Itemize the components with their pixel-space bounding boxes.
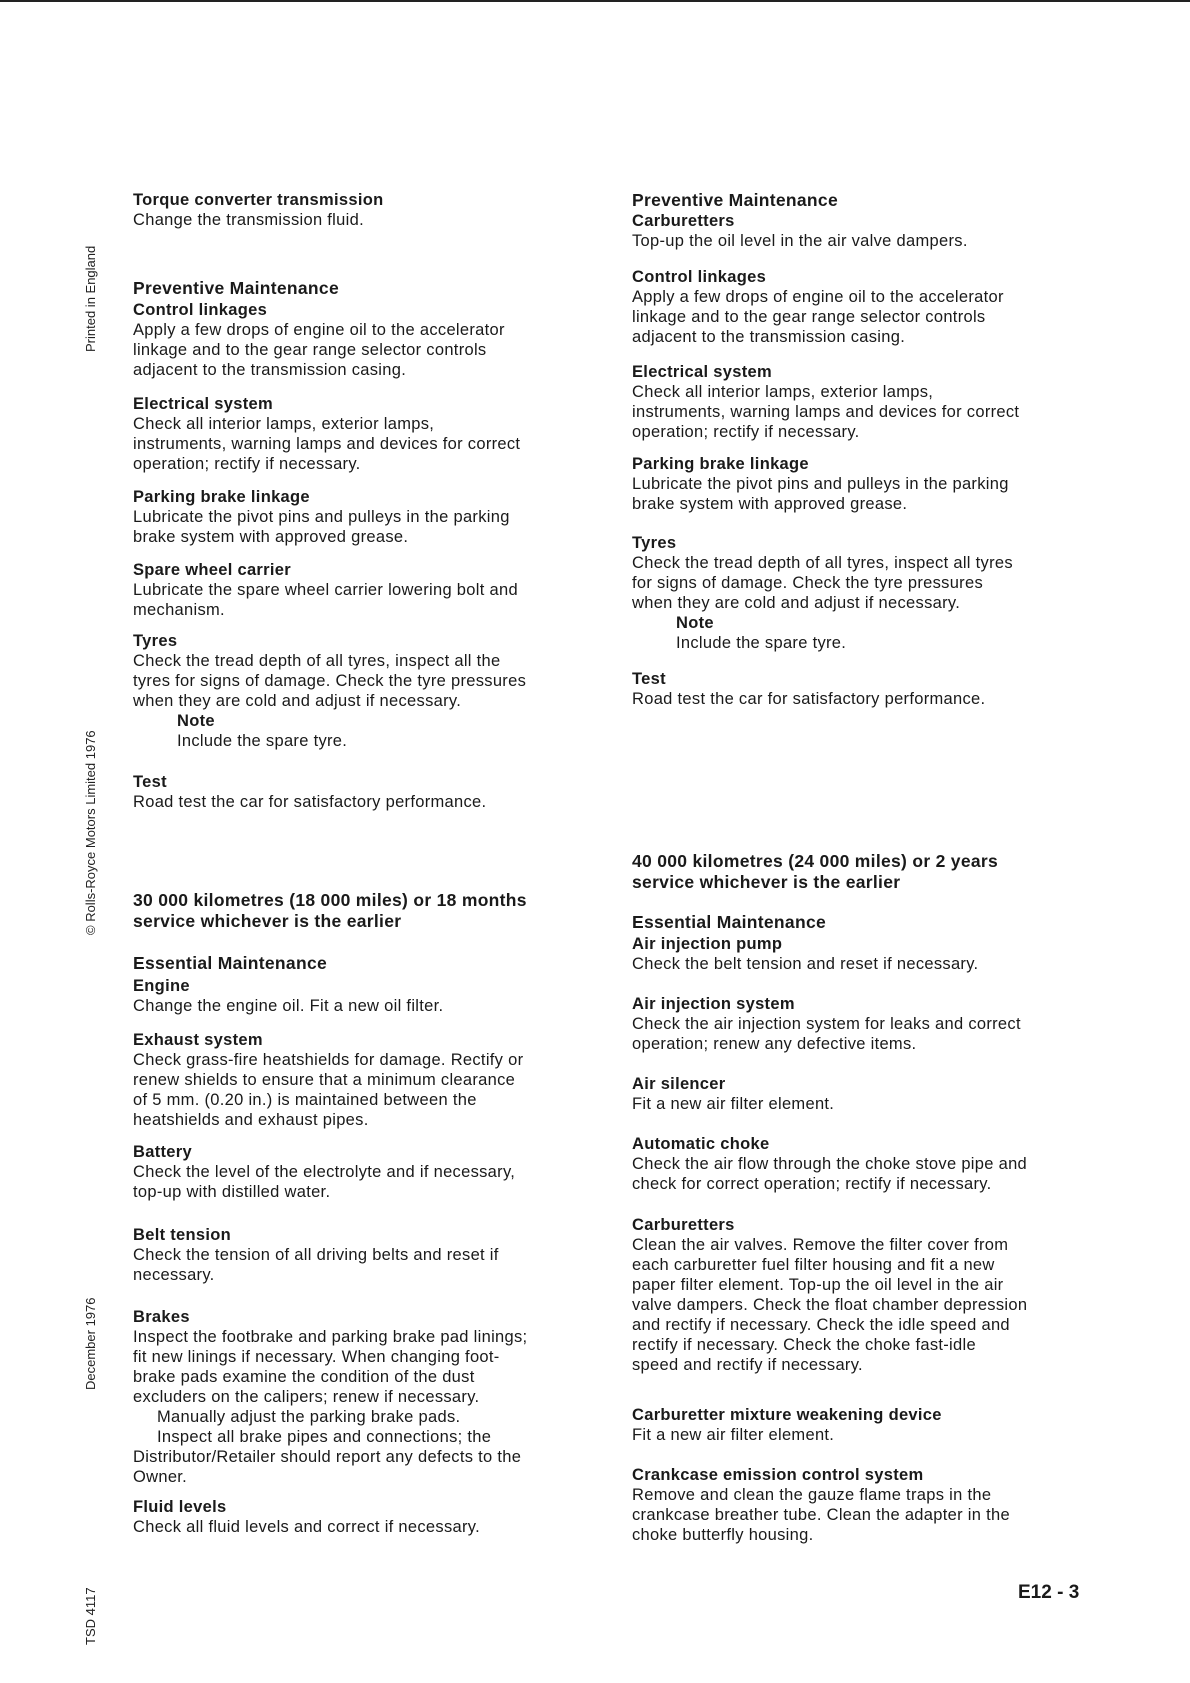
em-heading-right: Essential Maintenance: [632, 912, 827, 932]
engine-left: [133, 976, 603, 1016]
text-line: linkage and to the gear range selector controls: [632, 308, 986, 326]
text-line: choke butterfly housing.: [632, 1526, 814, 1544]
text-line: adjacent to the transmission casing.: [632, 328, 906, 346]
fluid-left: [133, 1497, 603, 1537]
text-line: operation; renew any defective items.: [632, 1035, 917, 1053]
battery-heading: Battery: [133, 1143, 192, 1161]
carburetters-heading: Carburetters: [632, 212, 735, 230]
air-pump-right: [632, 934, 1102, 974]
note-label: Note: [676, 614, 714, 632]
spare-left: [133, 560, 603, 620]
control-linkages-heading: Control linkages: [632, 268, 767, 286]
note-text: Include the spare tyre.: [177, 732, 348, 750]
pm-heading-left: Preventive Maintenance: [133, 278, 339, 298]
text-line: and rectify if necessary. Check the idle speed and: [632, 1316, 1010, 1334]
text-line: necessary.: [133, 1266, 215, 1284]
text-line: tyres for signs of damage. Check the tyre pressures: [133, 672, 527, 690]
tyres-heading: Tyres: [133, 632, 178, 650]
text-line: linkage and to the gear range selector controls: [133, 341, 487, 359]
air-pump-text: Check the belt tension and reset if necessary.: [632, 955, 979, 973]
text-line: Inspect the footbrake and parking brake pad linings;: [133, 1328, 528, 1346]
interval-40000: [632, 851, 1102, 893]
brakes-left: [133, 1307, 603, 1487]
interval-line: service whichever is the earlier: [133, 911, 402, 931]
tyres-left: [133, 631, 603, 751]
text-line: valve dampers. Check the float chamber depression: [632, 1296, 1028, 1314]
text-line: Check the air injection system for leaks and correct: [632, 1015, 1021, 1033]
carburetters-right: [632, 211, 1102, 251]
text-line: top-up with distilled water.: [133, 1183, 331, 1201]
electrical-left: [133, 394, 603, 474]
margin-copyright: © Rolls-Royce Motors Limited 1976: [83, 730, 98, 935]
interval-line: service whichever is the earlier: [632, 872, 901, 892]
text-line: brake system with approved grease.: [632, 495, 908, 513]
text-line: for signs of damage. Check the tyre pressures: [632, 574, 983, 592]
text-line: each carburetter fuel filter housing and fit a new: [632, 1256, 995, 1274]
text-line: operation; rectify if necessary.: [133, 455, 361, 473]
spare-heading: Spare wheel carrier: [133, 561, 291, 579]
margin-doc-ref: TSD 4117: [83, 1587, 98, 1645]
page-number: E12 - 3: [1018, 1582, 1080, 1603]
text-line: rectify if necessary. Check the choke fast-idle: [632, 1336, 976, 1354]
tyres-heading: Tyres: [632, 534, 677, 552]
control-linkages-right: [632, 267, 1102, 347]
text-line: Lubricate the pivot pins and pulleys in the parking: [133, 508, 510, 526]
test-text: Road test the car for satisfactory performance.: [133, 793, 487, 811]
text-line: brake system with approved grease.: [133, 528, 409, 546]
air-pump-heading: Air injection pump: [632, 935, 783, 953]
mixture-text: Fit a new air filter element.: [632, 1426, 835, 1444]
parking-heading: Parking brake linkage: [133, 488, 310, 506]
text-line: Check the tension of all driving belts and reset if: [133, 1246, 499, 1264]
fluid-heading: Fluid levels: [133, 1498, 227, 1516]
text-line: Lubricate the pivot pins and pulleys in the parking: [632, 475, 1009, 493]
text-line: Check the tread depth of all tyres, inspect all tyres: [632, 554, 1013, 572]
text-line: when they are cold and adjust if necessary.: [632, 594, 961, 612]
air-system-right: [632, 994, 1102, 1054]
test-right: [632, 669, 1102, 709]
text-line: speed and rectify if necessary.: [632, 1356, 863, 1374]
test-heading: Test: [632, 670, 666, 688]
belt-heading: Belt tension: [133, 1226, 232, 1244]
exhaust-left: [133, 1030, 603, 1130]
parking-left: [133, 487, 603, 547]
interval-line: 30 000 kilometres (18 000 miles) or 18 months: [133, 890, 527, 910]
air-system-heading: Air injection system: [632, 995, 795, 1013]
electrical-heading: Electrical system: [632, 363, 772, 381]
control-linkages-left: [133, 300, 603, 380]
carburetters2-heading: Carburetters: [632, 1216, 735, 1234]
text-line: Distributor/Retailer should report any defects to the: [133, 1448, 522, 1466]
electrical-heading: Electrical system: [133, 395, 273, 413]
pm-heading-right: Preventive Maintenance: [632, 190, 838, 210]
torque-section: [133, 190, 603, 230]
text-line: heatshields and exhaust pipes.: [133, 1111, 369, 1129]
mixture-right: [632, 1405, 1102, 1445]
margin-date: December 1976: [83, 1297, 98, 1390]
brakes-heading: Brakes: [133, 1308, 190, 1326]
air-silencer-text: Fit a new air filter element.: [632, 1095, 835, 1113]
text-line: Inspect all brake pipes and connections; the: [157, 1428, 492, 1446]
text-line: Remove and clean the gauze flame traps in the: [632, 1486, 992, 1504]
choke-heading: Automatic choke: [632, 1135, 770, 1153]
text-line: fit new linings if necessary. When changing foot-: [133, 1348, 500, 1366]
note-label: Note: [177, 712, 215, 730]
text-line: Check the tread depth of all tyres, inspect all the: [133, 652, 501, 670]
margin-printed: Printed in England: [83, 245, 98, 352]
text-line: instruments, warning lamps and devices for correct: [632, 403, 1020, 421]
torque-heading: Torque converter transmission: [133, 191, 384, 209]
text-line: crankcase breather tube. Clean the adapter in the: [632, 1506, 1010, 1524]
text-line: Apply a few drops of engine oil to the accelerator: [133, 321, 505, 339]
em-heading-left: Essential Maintenance: [133, 953, 328, 973]
choke-right: [632, 1134, 1102, 1194]
test-heading: Test: [133, 773, 167, 791]
text-line: when they are cold and adjust if necessary.: [133, 692, 462, 710]
interval-30000: [133, 890, 603, 932]
text-line: Lubricate the spare wheel carrier lowering bolt and: [133, 581, 518, 599]
text-line: check for correct operation; rectify if necessary.: [632, 1175, 992, 1193]
text-line: renew shields to ensure that a minimum clearance: [133, 1071, 516, 1089]
test-text: Road test the car for satisfactory performance.: [632, 690, 986, 708]
engine-text: Change the engine oil. Fit a new oil filter.: [133, 997, 444, 1015]
parking-heading: Parking brake linkage: [632, 455, 809, 473]
text-line: brake pads examine the condition of the dust: [133, 1368, 475, 1386]
tyres-right: [632, 533, 1102, 653]
text-line: mechanism.: [133, 601, 225, 619]
belt-left: [133, 1225, 603, 1285]
note-text: Include the spare tyre.: [676, 634, 847, 652]
air-silencer-heading: Air silencer: [632, 1075, 726, 1093]
text-line: Check the level of the electrolyte and if necessary,: [133, 1163, 516, 1181]
interval-line: 40 000 kilometres (24 000 miles) or 2 years: [632, 851, 999, 871]
test-left: [133, 772, 603, 812]
text-line: Owner.: [133, 1468, 188, 1486]
electrical-right: [632, 362, 1102, 442]
air-silencer-right: [632, 1074, 1102, 1114]
text-line: Check all interior lamps, exterior lamps,: [133, 415, 435, 433]
text-line: of 5 mm. (0.20 in.) is maintained between the: [133, 1091, 477, 1109]
text-line: Check grass-fire heatshields for damage. Rectify or: [133, 1051, 524, 1069]
text-line: adjacent to the transmission casing.: [133, 361, 407, 379]
text-line: Check all interior lamps, exterior lamps,: [632, 383, 934, 401]
fluid-text: Check all fluid levels and correct if necessary.: [133, 1518, 480, 1536]
text-line: excluders on the calipers; renew if necessary.: [133, 1388, 480, 1406]
text-line: Clean the air valves. Remove the filter cover from: [632, 1236, 1009, 1254]
crankcase-right: [632, 1465, 1102, 1545]
text-line: instruments, warning lamps and devices for correct: [133, 435, 521, 453]
engine-heading: Engine: [133, 977, 190, 995]
crankcase-heading: Crankcase emission control system: [632, 1466, 924, 1484]
mixture-heading: Carburetter mixture weakening device: [632, 1406, 942, 1424]
exhaust-heading: Exhaust system: [133, 1031, 263, 1049]
parking-right: [632, 454, 1102, 514]
torque-text: Change the transmission fluid.: [133, 211, 364, 229]
text-line: Manually adjust the parking brake pads.: [157, 1408, 461, 1426]
control-linkages-heading: Control linkages: [133, 301, 268, 319]
text-line: paper filter element. Top-up the oil level in the air: [632, 1276, 1004, 1294]
carburetters-text: Top-up the oil level in the air valve dampers.: [632, 232, 968, 250]
top-border-line: [0, 0, 1190, 2]
text-line: Apply a few drops of engine oil to the accelerator: [632, 288, 1004, 306]
carburetters2-right: [632, 1215, 1102, 1375]
text-line: operation; rectify if necessary.: [632, 423, 860, 441]
battery-left: [133, 1142, 603, 1202]
text-line: Check the air flow through the choke stove pipe and: [632, 1155, 1028, 1173]
